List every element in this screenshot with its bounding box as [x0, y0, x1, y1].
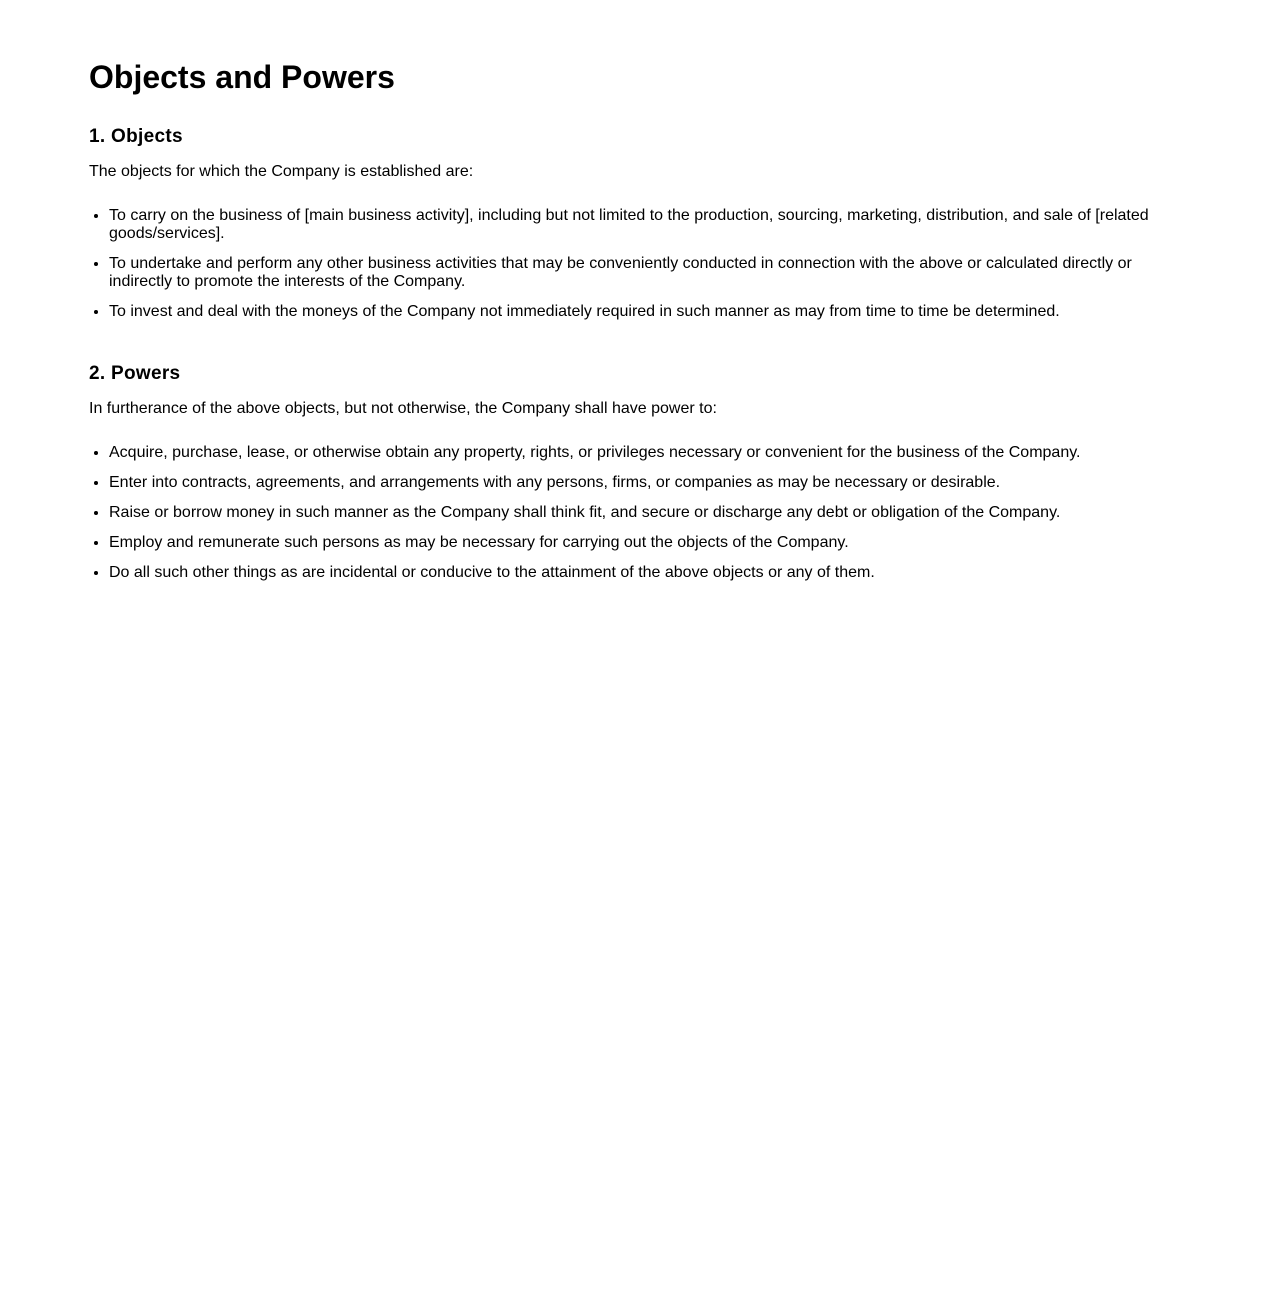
list-item: • To carry on the business of [main business activity], including but not limited to the production, sourcing, marketing, distribution, and sale of [related goods/services].	[109, 207, 1189, 243]
list-item: • To invest and deal with the moneys of the Company not immediately required in such manner as may from time to time be determined.	[109, 303, 1189, 321]
section-heading-objects: 1. Objects	[89, 126, 183, 147]
page-title: Objects and Powers	[89, 59, 395, 95]
list-item: • To undertake and perform any other business activities that may be conveniently conducted in connection with the above or calculated directly or indirectly to promote the interests of the Company.	[109, 255, 1189, 291]
list-item: • Do all such other things as are incidental or conducive to the attainment of the above objects or any of them.	[109, 564, 1189, 582]
powers-list	[89, 444, 1189, 582]
section-intro-powers: In furtherance of the above objects, but not otherwise, the Company shall have power to:	[89, 400, 717, 417]
section-powers	[89, 363, 1189, 594]
list-item: • Enter into contracts, agreements, and arrangements with any persons, firms, or companies as may be necessary or desirable.	[109, 474, 1189, 492]
list-item: • Acquire, purchase, lease, or otherwise obtain any property, rights, or privileges necessary or convenient for the business of the Company.	[109, 444, 1189, 462]
objects-list	[89, 207, 1189, 321]
section-heading-powers: 2. Powers	[89, 363, 181, 384]
list-item: • Raise or borrow money in such manner as the Company shall think fit, and secure or discharge any debt or obligation of the Company.	[109, 504, 1189, 522]
section-intro-objects: The objects for which the Company is established are:	[89, 163, 474, 180]
list-item: • Employ and remunerate such persons as may be necessary for carrying out the objects of the Company.	[109, 534, 1189, 552]
section-objects	[89, 126, 1189, 333]
